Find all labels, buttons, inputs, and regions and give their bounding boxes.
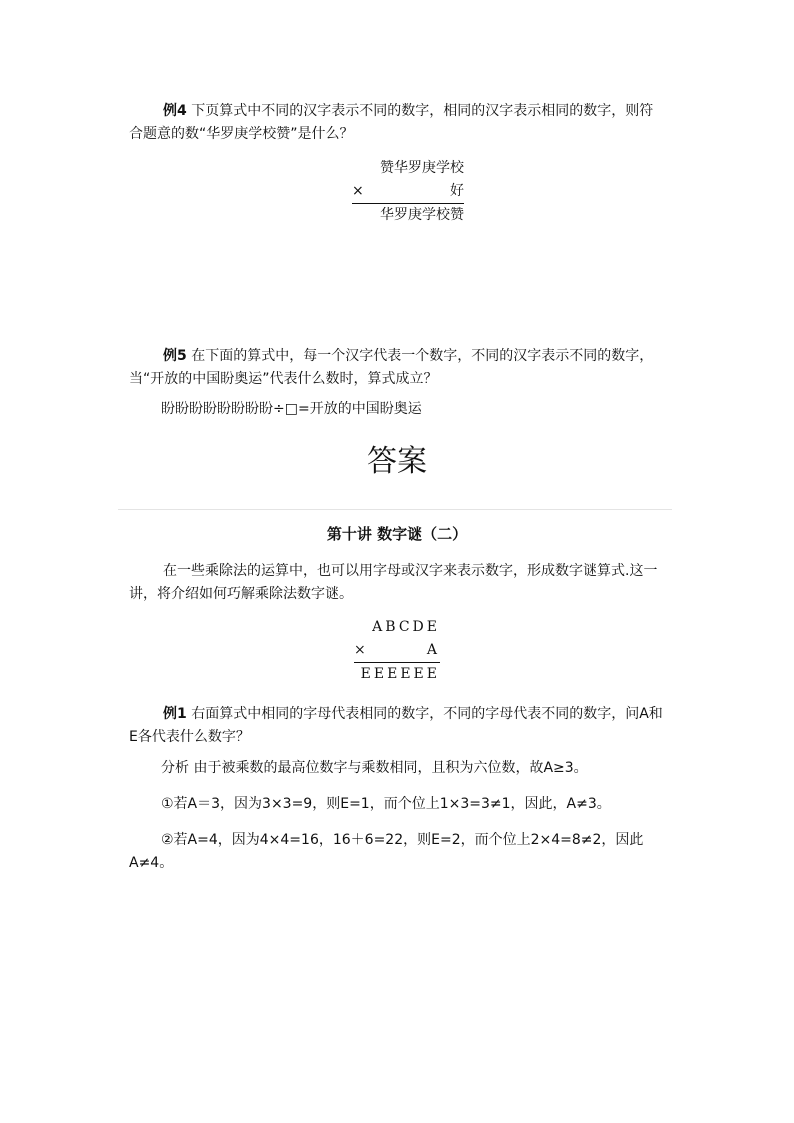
calc-4-multiplier: 好 (450, 183, 464, 199)
example-4-body: 下页算式中不同的汉字表示不同的数字，相同的汉字表示相同的数字，则符合题意的数“华罗庚学校赞”是什么？ (129, 103, 654, 142)
case-2-paragraph: ②若A=4，因为4×4=16，16＋6=22，则E=2，而个位上2×4=8≠2，因此A≠4。 (129, 832, 644, 871)
analysis-paragraph: 分析 由于被乘数的最高位数字与乘数相同，且积为六位数，故A≥3。 (161, 760, 588, 776)
calc-4-multiplicand: 赞华罗庚学校 (380, 160, 464, 176)
section-divider (118, 509, 672, 510)
calc-abcde-times-sign: × (354, 642, 369, 658)
lecture-title: 第十讲 数字谜（二） (326, 525, 468, 543)
example-4-calculation (352, 157, 464, 227)
calc-abcde-product: EEEEEE (360, 666, 440, 682)
calc-4-product: 华罗庚学校赞 (380, 207, 464, 223)
example-5-label: 例5 (163, 348, 187, 364)
example-5-body: 在下面的算式中，每一个汉字代表一个数字，不同的汉字表示不同的数字，当“开放的中国盼奥运”代表什么数时，算式成立？ (129, 348, 654, 387)
case-1-paragraph: ①若A＝3，因为3×3=9，则E=1，而个位上1×3=3≠1，因此，A≠3。 (161, 796, 611, 812)
example-4-text (129, 100, 667, 146)
example-5-equation: 盼盼盼盼盼盼盼盼÷□=开放的中国盼奥运 (161, 401, 422, 417)
answer-heading: 答案 (367, 444, 427, 479)
example-1-label: 例1 (163, 706, 187, 722)
calc-4-times-sign: × (352, 183, 364, 199)
example-1-text (129, 703, 667, 749)
calc-abcde-multiplicand: ABCDE (372, 619, 440, 635)
example-1-body: 右面算式中相同的字母代表相同的数字，不同的字母代表不同的数字，问A和E各代表什么数字？ (129, 706, 663, 745)
example-4-label: 例4 (163, 103, 187, 119)
intro-paragraph: 在一些乘除法的运算中，也可以用字母或汉字来表示数字，形成数字谜算式.这一讲，将介绍如何巧解乘除法数字谜。 (129, 563, 658, 602)
calc-abcde-multiplier: A (426, 642, 440, 658)
example-5-text (129, 345, 667, 391)
abcde-calculation (354, 616, 440, 686)
